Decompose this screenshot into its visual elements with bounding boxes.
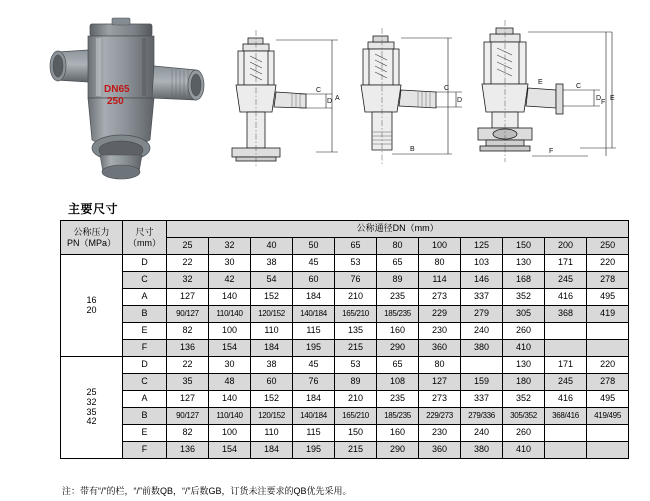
cell: 45 [293, 357, 335, 374]
cell: 279/336 [461, 408, 503, 425]
cell: 260 [503, 425, 545, 442]
cell: 290 [377, 442, 419, 459]
cell: 495 [587, 391, 629, 408]
table-note: 注：带有“/”的栏，“/”前数QB，“/”后数GB，订货未注要求的QB优先采用。 [62, 486, 352, 496]
svg-text:F: F [601, 99, 606, 106]
cell: 220 [587, 255, 629, 272]
cell: 115 [293, 425, 335, 442]
cell: 352 [503, 391, 545, 408]
svg-text:F: F [549, 148, 554, 155]
cell: 82 [167, 425, 209, 442]
cell: 230 [419, 425, 461, 442]
valve-label-line2: 250 [107, 96, 124, 107]
cell: 410 [503, 340, 545, 357]
table-row [61, 306, 629, 323]
header-dn-125: 125 [461, 238, 503, 255]
cell: 180 [503, 374, 545, 391]
row-label: F [123, 442, 167, 459]
cell: 89 [335, 374, 377, 391]
cell: 22 [167, 255, 209, 272]
cell: 352 [503, 289, 545, 306]
cell: 140/184 [293, 408, 335, 425]
cell: 53 [335, 357, 377, 374]
cell: 273 [419, 391, 461, 408]
svg-text:B: B [410, 146, 415, 153]
section-title: 主要尺寸 [68, 202, 119, 216]
cell: 32 [167, 272, 209, 289]
pn-group-2-line2: 32 [86, 396, 97, 407]
cell: 230 [419, 323, 461, 340]
header-dn-25: 25 [167, 238, 209, 255]
row-label: A [123, 289, 167, 306]
svg-text:D: D [596, 95, 602, 102]
cell: 54 [251, 272, 293, 289]
cell: 273 [419, 289, 461, 306]
header-pn-line1: 公称压力 [73, 227, 110, 238]
cell: 127 [167, 391, 209, 408]
cell: 210 [335, 391, 377, 408]
cell: 110/140 [209, 408, 251, 425]
dimensions-table [60, 220, 629, 459]
cell: 120/152 [251, 408, 293, 425]
cell: 184 [293, 289, 335, 306]
valve-section-view-3 [478, 20, 616, 162]
row-label: A [123, 391, 167, 408]
cell: 100 [209, 323, 251, 340]
svg-text:E: E [538, 79, 543, 86]
cell: 215 [335, 340, 377, 357]
cell: 235 [377, 391, 419, 408]
cell: 279 [461, 306, 503, 323]
table-row [61, 340, 629, 357]
cell: 337 [461, 391, 503, 408]
svg-text:C: C [444, 85, 450, 92]
table-row [61, 391, 629, 408]
cell: 114 [419, 272, 461, 289]
svg-text:C: C [316, 87, 322, 94]
cell: 110 [251, 425, 293, 442]
cell: 419/495 [587, 408, 629, 425]
cell: 380 [461, 340, 503, 357]
cell: 108 [377, 374, 419, 391]
cell: 146 [461, 272, 503, 289]
cell [545, 323, 587, 340]
pn-group-2-line4: 42 [86, 416, 97, 427]
cell: 65 [377, 357, 419, 374]
cell: 495 [587, 289, 629, 306]
cell: 168 [503, 272, 545, 289]
cell: 140 [209, 289, 251, 306]
cell: 184 [293, 391, 335, 408]
cell: 127 [419, 374, 461, 391]
table-row [61, 408, 629, 425]
cell: 140/184 [293, 306, 335, 323]
cell: 136 [167, 442, 209, 459]
cell: 110/140 [209, 306, 251, 323]
cell: 380 [461, 442, 503, 459]
valve-label-line1: DN65 [104, 84, 130, 95]
cell: 30 [209, 255, 251, 272]
cell: 53 [335, 255, 377, 272]
table-row [61, 272, 629, 289]
cell: 210 [335, 289, 377, 306]
row-label: D [123, 357, 167, 374]
cell: 90/127 [167, 408, 209, 425]
row-label: E [123, 425, 167, 442]
cell: 45 [293, 255, 335, 272]
cell [545, 425, 587, 442]
cell: 154 [209, 442, 251, 459]
cell: 215 [335, 442, 377, 459]
table-row [61, 425, 629, 442]
svg-text:D: D [327, 98, 333, 105]
cell: 165/210 [335, 306, 377, 323]
cell [587, 323, 629, 340]
cell: 80 [419, 255, 461, 272]
cell: 159 [461, 374, 503, 391]
cell: 76 [335, 272, 377, 289]
cell: 229/273 [419, 408, 461, 425]
row-label: D [123, 255, 167, 272]
cell: 90/127 [167, 306, 209, 323]
svg-text:E: E [610, 95, 615, 102]
cell: 152 [251, 391, 293, 408]
cell: 38 [251, 357, 293, 374]
table-row [61, 374, 629, 391]
dimensions-table-wrap [60, 220, 621, 459]
cell: 337 [461, 289, 503, 306]
pn-group-2-line1: 25 [86, 386, 97, 397]
cell [587, 425, 629, 442]
cell [587, 442, 629, 459]
header-dn-100: 100 [419, 238, 461, 255]
cell: 245 [545, 272, 587, 289]
cell: 38 [251, 255, 293, 272]
pn-group-2 [61, 357, 123, 459]
pn-group-1 [61, 255, 123, 357]
cell: 305/352 [503, 408, 545, 425]
cell: 220 [587, 357, 629, 374]
cell: 240 [461, 425, 503, 442]
cell: 160 [377, 323, 419, 340]
cell: 140 [209, 391, 251, 408]
svg-text:A: A [335, 95, 340, 102]
cell: 152 [251, 289, 293, 306]
pn-group-1-line2: 20 [86, 304, 97, 315]
svg-text:D: D [457, 97, 463, 104]
cell: 48 [209, 374, 251, 391]
cell: 100 [209, 425, 251, 442]
cell: 235 [377, 289, 419, 306]
cell: 171 [545, 255, 587, 272]
cell: 416 [545, 391, 587, 408]
cell: 360 [419, 442, 461, 459]
cell: 60 [293, 272, 335, 289]
cell: 103 [461, 255, 503, 272]
table-row [61, 255, 629, 272]
header-dn-50: 50 [293, 238, 335, 255]
pn-group-1-line1: 16 [86, 294, 97, 305]
cell: 42 [209, 272, 251, 289]
cell: 368/416 [545, 408, 587, 425]
cell: 368 [545, 306, 587, 323]
cell: 195 [293, 442, 335, 459]
cell [461, 357, 503, 374]
cell: 240 [461, 323, 503, 340]
cell: 136 [167, 340, 209, 357]
figure-panel [0, 0, 650, 196]
cell: 115 [293, 323, 335, 340]
cell: 165/210 [335, 408, 377, 425]
cell: 305 [503, 306, 545, 323]
cell: 80 [419, 357, 461, 374]
cell: 35 [167, 374, 209, 391]
header-dn-200: 200 [545, 238, 587, 255]
cell: 419 [587, 306, 629, 323]
cell: 160 [377, 425, 419, 442]
cell: 278 [587, 272, 629, 289]
valve-section-view-1 [232, 30, 340, 168]
cell: 60 [251, 374, 293, 391]
cell: 185/235 [377, 306, 419, 323]
header-dn-65: 65 [335, 238, 377, 255]
technical-drawings [0, 0, 650, 196]
row-label: B [123, 408, 167, 425]
cell: 110 [251, 323, 293, 340]
cell: 278 [587, 374, 629, 391]
svg-text:C: C [576, 83, 582, 90]
cell: 245 [545, 374, 587, 391]
cell: 416 [545, 289, 587, 306]
cell: 76 [293, 374, 335, 391]
header-size [123, 221, 167, 255]
cell: 120/152 [251, 306, 293, 323]
header-size-line1: 尺寸 [135, 227, 154, 238]
cell: 89 [377, 272, 419, 289]
row-label: B [123, 306, 167, 323]
header-dn-32: 32 [209, 238, 251, 255]
cell: 30 [209, 357, 251, 374]
cell: 195 [293, 340, 335, 357]
cell: 150 [335, 425, 377, 442]
header-dn-150: 150 [503, 238, 545, 255]
cell: 184 [251, 442, 293, 459]
cell: 127 [167, 289, 209, 306]
header-dn-80: 80 [377, 238, 419, 255]
row-label: C [123, 272, 167, 289]
cell: 410 [503, 442, 545, 459]
header-dn-group: 公称通径DN（mm） [167, 221, 629, 238]
cell: 130 [503, 357, 545, 374]
cell: 185/235 [377, 408, 419, 425]
cell: 360 [419, 340, 461, 357]
valve-section-view-2 [361, 28, 462, 164]
cell: 290 [377, 340, 419, 357]
table-row [61, 357, 629, 374]
cell: 130 [503, 255, 545, 272]
cell: 154 [209, 340, 251, 357]
cell: 229 [419, 306, 461, 323]
cell: 22 [167, 357, 209, 374]
table-row [61, 289, 629, 306]
header-pn [61, 221, 123, 255]
table-row [61, 442, 629, 459]
cell [587, 340, 629, 357]
valve-3d-illustration [50, 18, 204, 179]
cell: 135 [335, 323, 377, 340]
cell: 82 [167, 323, 209, 340]
row-label: F [123, 340, 167, 357]
cell [545, 340, 587, 357]
pn-group-2-line3: 35 [86, 406, 97, 417]
cell [545, 442, 587, 459]
header-pn-line2: PN（MPa） [66, 237, 116, 248]
cell: 184 [251, 340, 293, 357]
row-label: C [123, 374, 167, 391]
cell: 171 [545, 357, 587, 374]
cell: 260 [503, 323, 545, 340]
header-dn-250: 250 [587, 238, 629, 255]
row-label: E [123, 323, 167, 340]
header-size-line2: （mm） [128, 237, 161, 248]
header-dn-40: 40 [251, 238, 293, 255]
table-row [61, 323, 629, 340]
cell: 65 [377, 255, 419, 272]
